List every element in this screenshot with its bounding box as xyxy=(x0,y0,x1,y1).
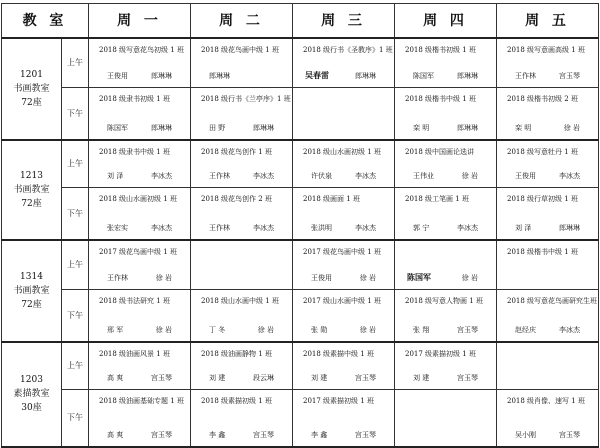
class-assistant: 宫玉琴 xyxy=(457,374,478,382)
period-label: 下午 xyxy=(62,290,89,342)
class-teacher: 王俊用 xyxy=(515,172,536,180)
header-day: 周 三 xyxy=(293,4,395,38)
class-cell xyxy=(191,140,293,188)
schedule-row xyxy=(2,390,599,447)
class-title: 2017 级花鸟画中级 1 班 xyxy=(303,247,381,256)
class-cell xyxy=(497,390,599,447)
class-cell xyxy=(191,38,293,88)
class-assistant: 徐 岩 xyxy=(155,274,172,282)
room-name: 书画教室 xyxy=(13,184,50,195)
class-teacher: 栾 明 xyxy=(413,123,430,132)
class-teacher: 陈国军 xyxy=(107,123,128,132)
class-cell xyxy=(293,140,395,188)
class-teacher: 邢 军 xyxy=(107,325,124,334)
class-cell xyxy=(89,290,191,342)
class-teacher: 田 野 xyxy=(209,123,226,132)
class-teacher: 吴小刚 xyxy=(515,430,536,439)
period-label: 上午 xyxy=(62,240,89,290)
class-cell xyxy=(89,188,191,240)
room-seats: 30座 xyxy=(21,403,42,413)
class-title: 2018 级隶书中级 1 班 xyxy=(99,147,170,156)
class-teacher: 郭 宁 xyxy=(413,223,430,232)
class-teacher: 王作林 xyxy=(515,72,536,80)
class-title: 2018 级写意牡丹 1 班 xyxy=(507,147,578,156)
class-title: 2018 级中国画论选讲 xyxy=(405,147,475,156)
period-label: 下午 xyxy=(62,188,89,240)
class-cell xyxy=(497,240,599,290)
schedule-row xyxy=(2,140,599,188)
class-teacher: 刘 建 xyxy=(311,374,328,382)
class-teacher: 王作林 xyxy=(209,223,230,232)
class-assistant: 宫玉琴 xyxy=(355,430,376,439)
class-cell xyxy=(395,38,497,88)
class-title: 2018 级写意人物画 1 班 xyxy=(405,297,483,305)
schedule-row xyxy=(2,38,599,88)
class-teacher: 刘 建 xyxy=(413,374,430,382)
class-title: 2018 级隶书初级 1 班 xyxy=(99,95,170,103)
class-teacher: 张洪明 xyxy=(311,223,332,232)
class-assistant: 段云琳 xyxy=(253,374,274,382)
header-day: 周 一 xyxy=(89,4,191,38)
class-teacher: 高 爽 xyxy=(107,374,124,382)
class-assistant: 李冰杰 xyxy=(457,223,478,232)
class-title: 2018 级楷书初级 1 班 xyxy=(405,45,476,54)
class-title: 2018 级花鸟创作 2 班 xyxy=(201,195,272,203)
class-teacher: 王俊用 xyxy=(311,274,332,282)
room-cell xyxy=(2,140,62,240)
class-assistant: 李冰杰 xyxy=(559,172,580,180)
class-assistant: 郎琳琳 xyxy=(151,72,172,80)
class-cell xyxy=(497,290,599,342)
class-cell xyxy=(497,188,599,240)
class-assistant: 徐 岩 xyxy=(359,325,376,334)
class-assistant: 宫玉琴 xyxy=(151,430,172,439)
class-cell xyxy=(89,38,191,88)
class-cell xyxy=(395,390,497,447)
class-cell xyxy=(191,188,293,240)
class-teacher: 李 鑫 xyxy=(209,430,226,439)
class-cell xyxy=(395,88,497,140)
header-day: 周 四 xyxy=(395,4,497,38)
class-title: 2017 级素描初级 1 班 xyxy=(303,397,374,405)
header-day: 周 五 xyxy=(497,4,599,38)
class-teacher: 刘 泽 xyxy=(515,223,532,232)
class-teacher: 王作林 xyxy=(209,172,230,180)
class-teacher: 丁 冬 xyxy=(209,325,226,334)
class-assistant: 郎琳琳 xyxy=(355,72,376,80)
class-title: 2018 级画面 1 班 xyxy=(303,195,360,203)
class-assistant: 李冰杰 xyxy=(151,172,172,180)
class-teacher: 栾 明 xyxy=(515,123,532,132)
class-title: 2018 级行草初级 1 班 xyxy=(507,195,578,203)
class-assistant: 宫玉琴 xyxy=(355,374,376,382)
class-cell xyxy=(395,240,497,290)
class-assistant: 郎琳琳 xyxy=(151,123,172,132)
class-title: 2018 级油画静物 1 班 xyxy=(201,349,272,358)
schedule-table xyxy=(1,3,599,448)
class-cell xyxy=(191,88,293,140)
class-teacher: 王作林 xyxy=(107,274,128,282)
class-assistant: 郎琳琳 xyxy=(457,72,478,80)
class-cell xyxy=(89,240,191,290)
schedule-row xyxy=(2,240,599,290)
class-title: 2018 级素描初级 1 班 xyxy=(201,397,272,405)
class-title: 2018 级山水画初级 1 班 xyxy=(99,195,177,203)
schedule-row xyxy=(2,342,599,390)
room-cell xyxy=(2,240,62,342)
class-teacher-primary: 吴春雷 xyxy=(305,70,329,80)
class-title: 2018 级行书《圣教序》1 班 xyxy=(303,45,393,54)
class-assistant: 徐 岩 xyxy=(563,123,580,132)
class-assistant: 徐 岩 xyxy=(359,274,376,282)
class-cell xyxy=(497,140,599,188)
class-cell xyxy=(293,290,395,342)
header-row xyxy=(2,4,599,38)
room-id: 1203 xyxy=(20,375,43,385)
period-label: 下午 xyxy=(62,88,89,140)
class-assistant: 徐 岩 xyxy=(155,325,172,334)
class-teacher: 张 勋 xyxy=(311,325,328,334)
class-assistant: 李冰杰 xyxy=(253,172,274,180)
class-cell xyxy=(293,88,395,140)
class-assistant: 李冰杰 xyxy=(151,223,172,232)
class-cell xyxy=(293,342,395,390)
room-id: 1314 xyxy=(20,271,43,282)
class-assistant: 郎琳琳 xyxy=(457,123,478,132)
class-assistant: 宫玉琴 xyxy=(151,374,172,382)
room-seats: 72座 xyxy=(21,198,42,209)
class-cell xyxy=(191,290,293,342)
schedule-row xyxy=(2,88,599,140)
class-title: 2018 级行书《兰亭序》1 班 xyxy=(201,95,291,103)
class-cell xyxy=(497,38,599,88)
class-title: 2018 级写意花鸟画研究生班 xyxy=(507,297,598,305)
class-teacher: 王伟业 xyxy=(413,172,434,180)
class-cell xyxy=(89,342,191,390)
class-teacher: 刘 建 xyxy=(209,374,226,382)
class-title: 2018 级花鸟创作 1 班 xyxy=(201,147,272,156)
class-cell xyxy=(89,390,191,447)
class-assistant: 李冰杰 xyxy=(253,223,274,232)
class-title: 2018 级楷书初级 2 班 xyxy=(507,95,578,103)
class-teacher: 张宏实 xyxy=(107,223,128,232)
class-assistant: 徐 岩 xyxy=(461,274,478,282)
class-cell xyxy=(191,342,293,390)
header-room: 教 室 xyxy=(2,4,89,38)
class-title: 2018 级油画风景 1 班 xyxy=(99,349,170,358)
class-cell xyxy=(293,188,395,240)
class-title: 2018 级楷书中级 1 班 xyxy=(405,95,476,103)
class-teacher: 刘 泽 xyxy=(107,172,124,180)
class-cell xyxy=(293,240,395,290)
class-cell xyxy=(191,390,293,447)
class-cell xyxy=(89,140,191,188)
class-assistant: 郎琳琳 xyxy=(253,123,274,132)
class-teacher: 张 翔 xyxy=(413,325,430,334)
room-name: 书画教室 xyxy=(13,83,50,94)
class-assistant: 李冰杰 xyxy=(355,172,376,180)
room-cell xyxy=(2,342,62,447)
class-cell xyxy=(497,342,599,390)
room-id: 1213 xyxy=(20,170,43,181)
class-assistant: 宫玉琴 xyxy=(253,430,274,439)
class-title: 2017 级山水画中级 1 班 xyxy=(303,297,381,305)
class-title: 2018 级写意画高级 1 班 xyxy=(507,45,585,54)
class-title: 2018 级写意花鸟初级 1 班 xyxy=(99,45,184,54)
class-cell xyxy=(293,390,395,447)
period-label: 上午 xyxy=(62,140,89,188)
header-day: 周 二 xyxy=(191,4,293,38)
class-teacher: 赵经庆 xyxy=(515,325,536,334)
class-cell xyxy=(395,140,497,188)
class-teacher: 陈国军 xyxy=(413,72,434,80)
class-cell xyxy=(395,342,497,390)
room-id: 1201 xyxy=(20,69,43,80)
class-assistant: 郎琳琳 xyxy=(559,223,580,232)
room-name: 素描教室 xyxy=(13,389,50,399)
schedule-row xyxy=(2,290,599,342)
class-teacher: 王俊用 xyxy=(107,72,128,80)
room-cell xyxy=(2,38,62,140)
class-assistant: 李冰杰 xyxy=(559,325,580,334)
class-title: 2018 级山水画初级 1 班 xyxy=(303,147,381,156)
class-assistant: 徐 岩 xyxy=(461,172,478,180)
class-title: 2018 级花鸟画中级 1 班 xyxy=(201,45,279,54)
schedule-frame xyxy=(1,3,598,446)
class-cell xyxy=(293,38,395,88)
class-title: 2018 级素描中级 1 班 xyxy=(303,349,374,358)
class-assistant: 宫玉琴 xyxy=(559,72,580,80)
class-assistant: 宫玉琴 xyxy=(559,430,580,439)
class-teacher: 郎琳琳 xyxy=(209,72,230,80)
class-cell xyxy=(191,240,293,290)
class-cell xyxy=(395,290,497,342)
class-cell xyxy=(89,88,191,140)
period-label: 上午 xyxy=(62,342,89,390)
class-cell xyxy=(497,88,599,140)
class-title: 2018 级肖像、速写 1 班 xyxy=(507,397,585,405)
room-name: 书画教室 xyxy=(13,285,50,296)
class-title: 2018 级油画基础专题 1 班 xyxy=(99,397,184,405)
class-assistant: 李冰杰 xyxy=(355,223,376,232)
room-seats: 72座 xyxy=(21,97,42,108)
class-teacher: 高 爽 xyxy=(107,430,124,439)
period-label: 上午 xyxy=(62,38,89,88)
period-label: 下午 xyxy=(62,390,89,447)
class-assistant: 徐 岩 xyxy=(257,325,274,334)
class-title: 2017 级素描初级 1 班 xyxy=(405,349,476,358)
class-title: 2018 级书法研究 1 班 xyxy=(99,297,170,305)
class-title: 2018 级工笔画 1 班 xyxy=(405,195,469,203)
class-teacher: 李 鑫 xyxy=(311,430,328,439)
class-cell xyxy=(395,188,497,240)
room-seats: 72座 xyxy=(21,299,42,310)
class-assistant: 宫玉琴 xyxy=(457,325,478,334)
class-title: 2018 级山水画中级 1 班 xyxy=(201,297,279,305)
class-teacher: 许伏泉 xyxy=(311,172,332,180)
class-teacher-primary: 陈国军 xyxy=(407,272,431,282)
schedule-row xyxy=(2,188,599,240)
class-title: 2018 级楷书中级 1 班 xyxy=(507,247,578,256)
class-title: 2017 级花鸟画中级 1 班 xyxy=(99,247,177,256)
